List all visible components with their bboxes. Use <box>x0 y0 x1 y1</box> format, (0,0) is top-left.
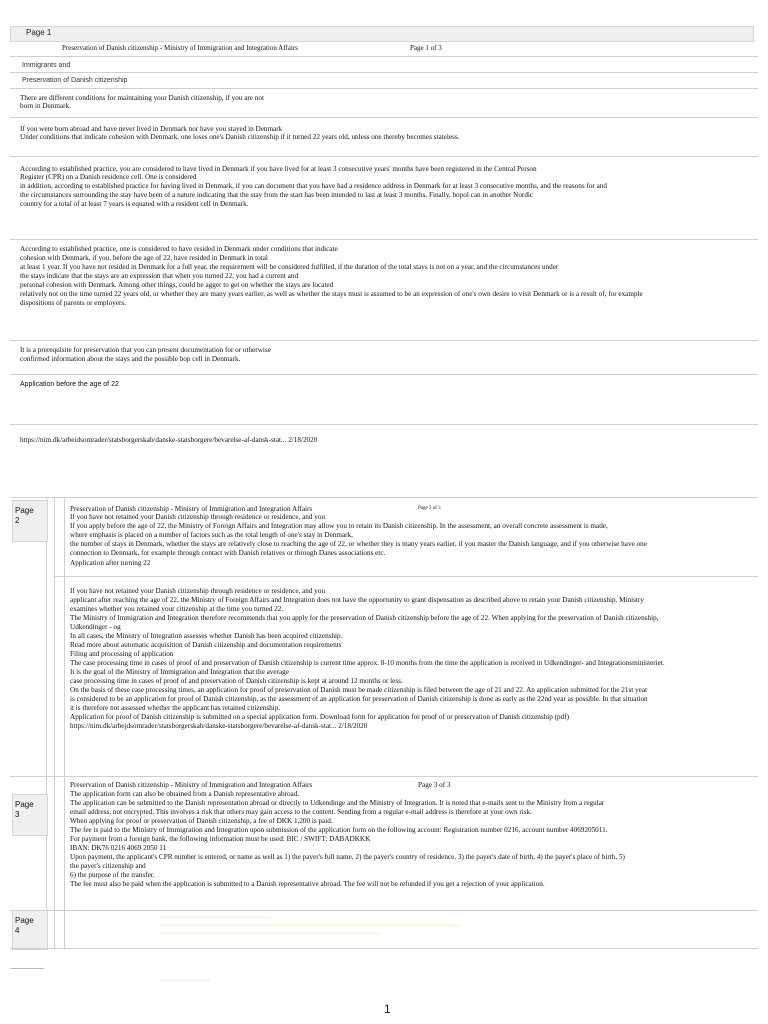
page-4-box <box>12 910 48 950</box>
page-2-header-page-count: Page 2 of 3 <box>418 506 441 511</box>
page-3-header-page-count: Page 3 of 3 <box>418 781 451 789</box>
footer-faint-mark <box>160 979 210 982</box>
row-preservation-title: Preservation of Danish citizenship <box>22 77 128 84</box>
page-1-source-url: https://nim.dk/arbeidsomrader/statsborgerskab/danske-statsborgere/bevarelse-af-dansk-stat... 2/18/2020 <box>20 436 318 444</box>
page-3-box <box>12 794 48 836</box>
page-3-label: Page 3 <box>15 800 34 819</box>
page-1-header-title: Preservation of Danish citizenship - Ministry of Immigration and Integration Affairs <box>62 44 298 52</box>
row-immigrants: Immigrants and <box>22 62 71 69</box>
page-number: 1 <box>384 1002 391 1016</box>
page-1-label: Page 1 <box>26 28 52 37</box>
page-4-label: Page 4 <box>15 916 34 935</box>
page-2-label: Page 2 <box>15 506 34 525</box>
footer-divider <box>10 968 44 969</box>
page-1-header-bar <box>10 26 754 42</box>
page-2-header-title: Preservation of Danish citizenship - Ministry of Immigration and Integration Affairs <box>70 505 313 513</box>
page-2-box <box>12 500 48 542</box>
page-4-faint-content <box>160 914 480 946</box>
page-3-header-title: Preservation of Danish citizenship - Ministry of Immigration and Integration Affairs <box>70 781 313 789</box>
page-1-header-page-count: Page 1 of 3 <box>410 44 442 52</box>
section-application-before-22: Application before the age of 22 <box>20 381 119 388</box>
